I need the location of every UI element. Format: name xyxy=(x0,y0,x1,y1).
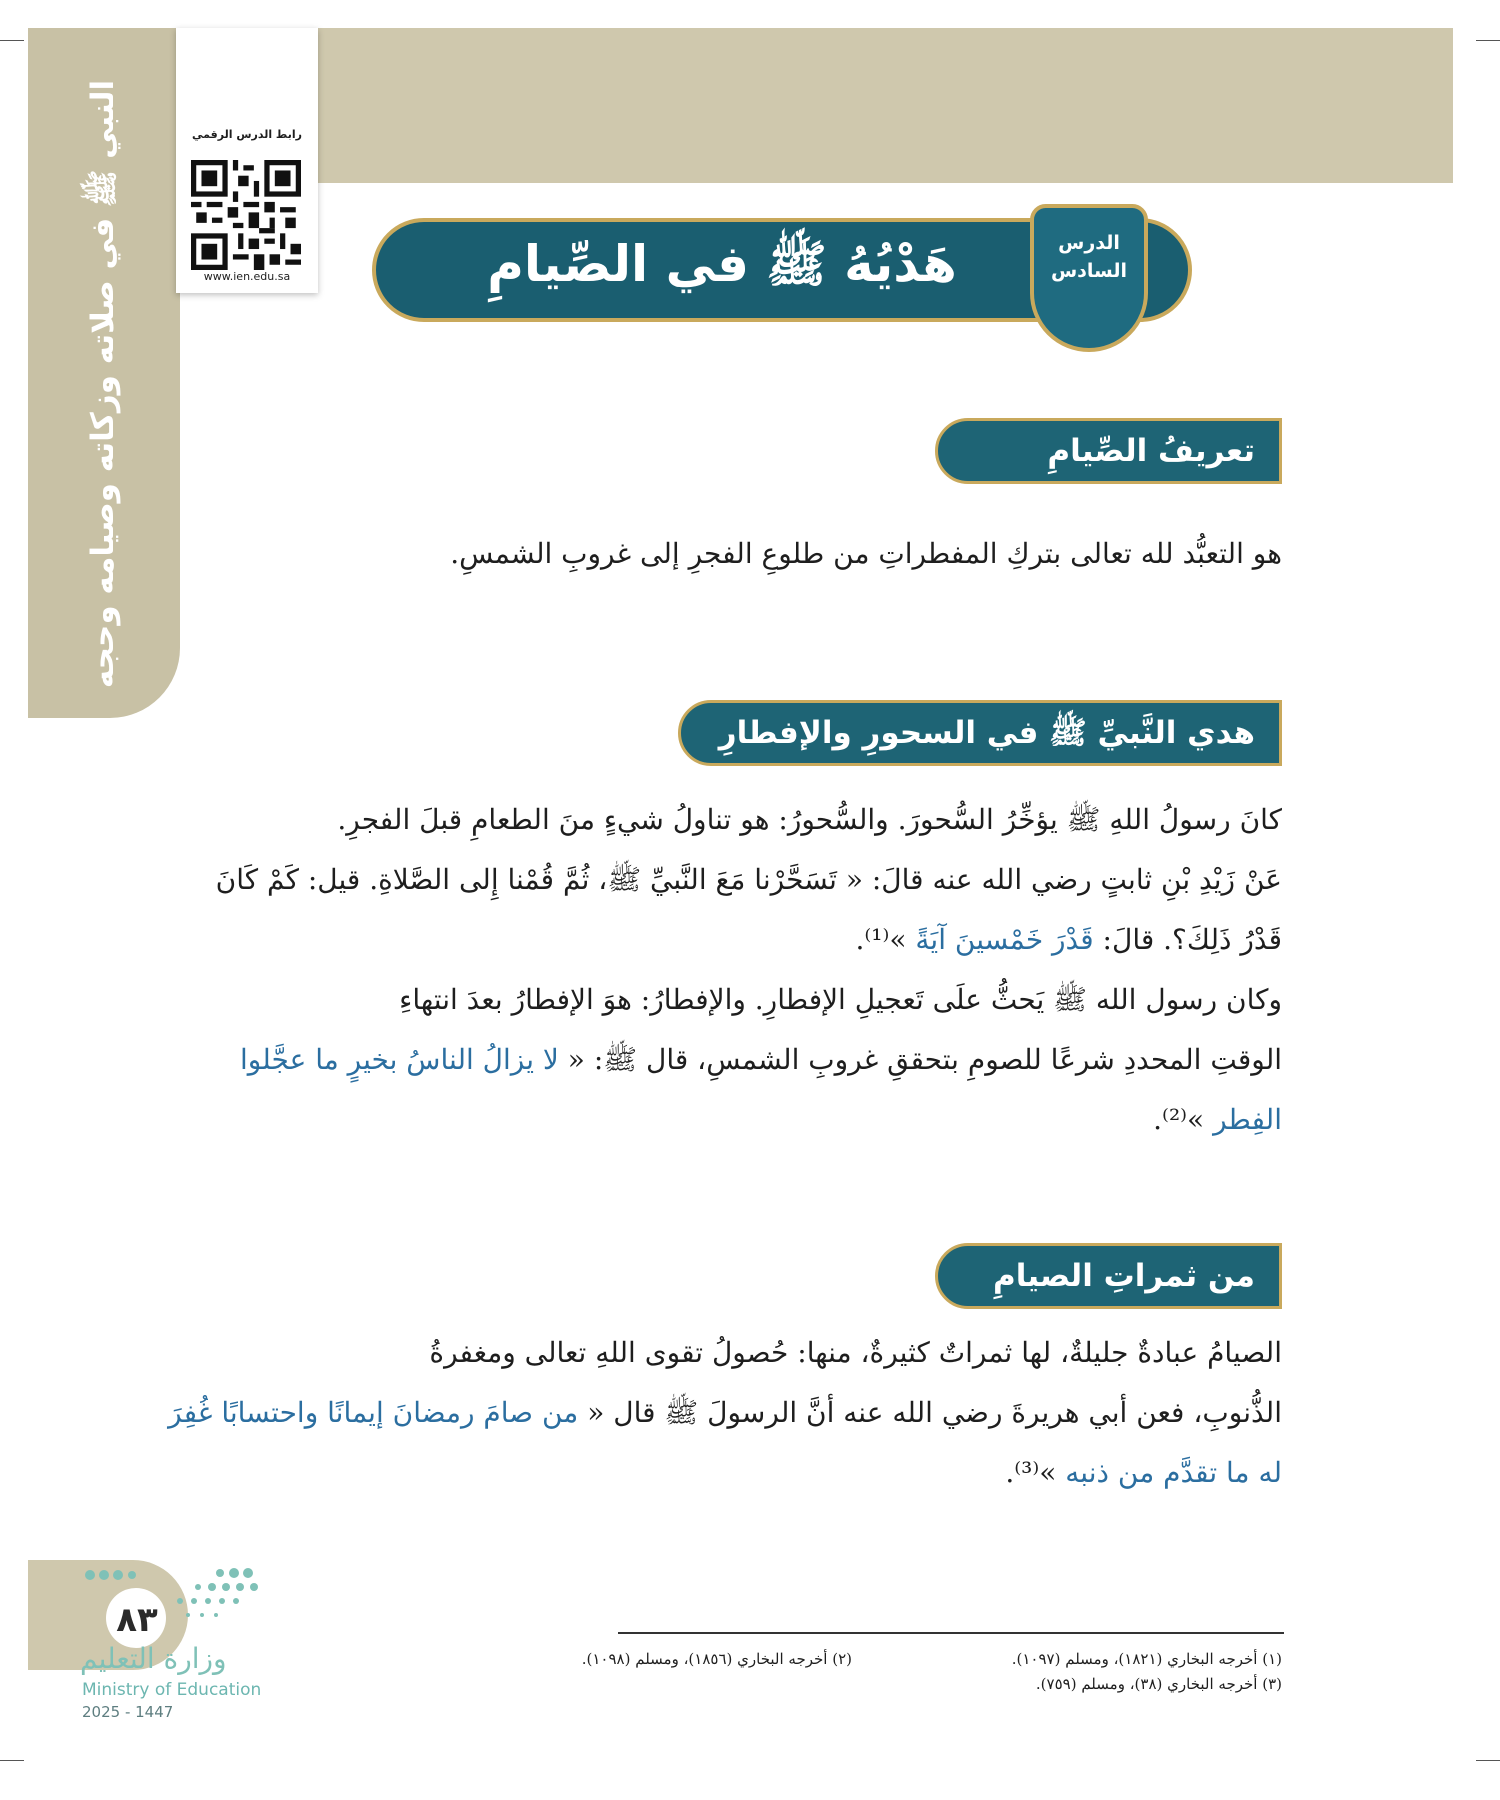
qr-code-icon[interactable] xyxy=(191,160,301,270)
text-segment: عَنْ زَيْدِ بْنِ ثابتٍ رضي الله عنه قالَ: « تَسَحَّرْنا مَعَ النَّبيِّ ﷺ، ثُمَّ قُمْنا إِلى الصَّلاةِ. قيل: كَمْ كَانَ xyxy=(215,863,1282,896)
text-line xyxy=(230,970,1282,1030)
qr-label: رابط الدرس الرقمي xyxy=(192,128,302,141)
text-segment: الصيامُ عبادةٌ جليلةٌ، لها ثمراتٌ كثيرةٌ، منها: حُصولُ تقوى اللهِ تعالى ومغفرةُ xyxy=(429,1336,1282,1369)
text-segment: كانَ رسولُ اللهِ ﷺ يؤخِّرُ السُّحورَ. والسُّحورُ: هو تناولُ شيءٍ منَ الطعامِ قبلَ الفجرِ. xyxy=(337,803,1282,836)
section-heading-text: هدي النَّبيِّ ﷺ في السحورِ والإفطارِ xyxy=(718,715,1255,751)
text-segment: الوقتِ المحددِ شرعًا للصومِ بتحققِ غروبِ الشمسِ، قال ﷺ: « xyxy=(558,1043,1282,1076)
section-heading-fruits xyxy=(935,1243,1282,1309)
lesson-tag-line: السادس xyxy=(1050,260,1128,282)
lesson-tag-line: الدرس xyxy=(1058,232,1120,254)
section-heading-suhoor-iftar xyxy=(678,700,1282,766)
text-segment: قَدْرُ ذَلِكَ؟. قالَ: xyxy=(1093,923,1282,956)
hadith-quote: من صامَ رمضانَ إيمانًا واحتسابًا غُفِرَ xyxy=(168,1396,579,1429)
qr-card[interactable] xyxy=(176,28,318,293)
text-segment: »⁽¹⁾. xyxy=(855,923,916,956)
text-line xyxy=(168,1383,1282,1443)
unit-side-title: النبي ﷺ في صلاته وزكاته وصيامه وحجه xyxy=(85,79,121,689)
lesson-title: هَدْيُهُ ﷺ في الصِّيامِ xyxy=(487,235,957,293)
crop-mark xyxy=(1476,1760,1500,1761)
text-segment: »⁽³⁾. xyxy=(1005,1456,1066,1489)
lesson-number-tag xyxy=(1030,204,1148,352)
fruits-paragraph xyxy=(168,1323,1282,1503)
definition-paragraph xyxy=(230,524,1282,584)
footnote-divider xyxy=(618,1632,1284,1634)
qr-url[interactable]: www.ien.edu.sa xyxy=(203,270,291,283)
text-line xyxy=(230,1030,1282,1090)
text-line xyxy=(230,524,1282,584)
crop-mark xyxy=(1476,40,1500,41)
section-heading-text: تعريفُ الصِّيامِ xyxy=(1047,433,1255,469)
text-line xyxy=(230,910,1282,970)
page-number: ٨٣ xyxy=(116,1600,158,1640)
text-segment: وكان رسول الله ﷺ يَحثُّ علَى تَعجيلِ الإفطارِ. والإفطارُ: هوَ الإفطارُ بعدَ انتهاءِ xyxy=(399,983,1282,1016)
footnote: (٢) أخرجه البخاري (١٨٥٦)، ومسلم (١٠٩٨). xyxy=(581,1650,852,1668)
ministry-name-ar: وزارة التعليم xyxy=(80,1642,227,1675)
hadith-quote: قَدْرَ خَمْسينَ آيَةً xyxy=(915,923,1094,956)
side-band xyxy=(28,28,180,718)
hadith-quote: الفِطر xyxy=(1213,1103,1282,1136)
text-segment: »⁽²⁾. xyxy=(1153,1103,1214,1136)
ministry-name-en: Ministry of Education xyxy=(82,1680,262,1700)
text-line xyxy=(230,1323,1282,1383)
text-line xyxy=(230,790,1282,850)
text-segment: هو التعبُّد لله تعالى بتركِ المفطراتِ من طلوعِ الفجرِ إلى غروبِ الشمسِ. xyxy=(450,537,1282,570)
text-line xyxy=(230,1443,1282,1503)
section-heading-definition xyxy=(935,418,1282,484)
suhoor-iftar-paragraph xyxy=(215,790,1282,1150)
footnote: (١) أخرجه البخاري (١٨٢١)، ومسلم (١٠٩٧). xyxy=(1011,1650,1282,1668)
hadith-quote: له ما تقدَّم من ذنبه xyxy=(1065,1456,1282,1489)
text-line xyxy=(215,850,1282,910)
text-segment: الذُّنوبِ، فعن أبي هريرةَ رضي الله عنه أنَّ الرسولَ ﷺ قال « xyxy=(578,1396,1282,1429)
text-line xyxy=(230,1090,1282,1150)
section-heading-text: من ثمراتِ الصيامِ xyxy=(993,1258,1255,1294)
edition-year: 2025 - 1447 xyxy=(82,1703,174,1721)
crop-mark xyxy=(0,40,24,41)
crop-mark xyxy=(0,1760,24,1761)
ministry-logo-dots xyxy=(80,1565,265,1625)
footnote: (٣) أخرجه البخاري (٣٨)، ومسلم (٧٥٩). xyxy=(1035,1675,1282,1693)
hadith-quote: لا يزالُ الناسُ بخيرٍ ما عجَّلوا xyxy=(240,1043,559,1076)
